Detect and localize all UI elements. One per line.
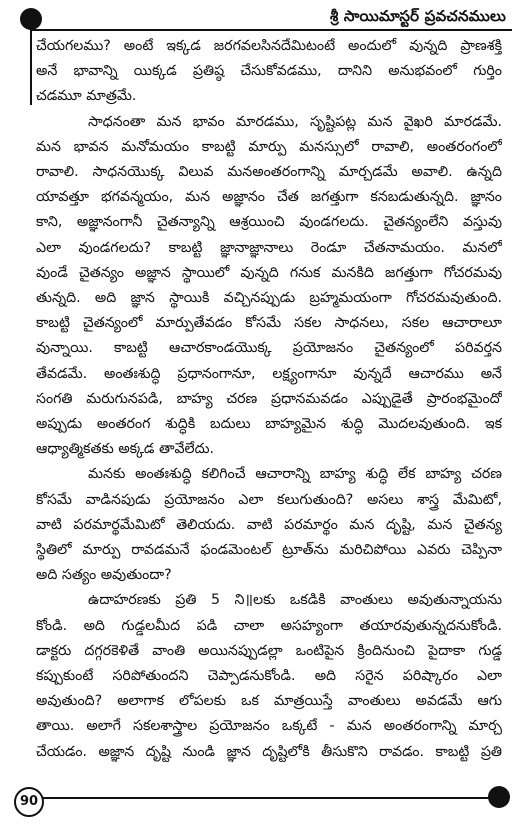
footer-bullet-ornament [488, 786, 510, 808]
text-line: వుండే చైతన్యం అజ్ఞాన స్థాయిలో వున్నది గనుక మనకిది జగత్తుగా గోచరమవు [36, 264, 502, 281]
text-line: తున్నది. అది జ్ఞాన స్థాయికి వచ్చినప్పుడు బ్రహ్మమయంగా గోచరమవుతుంది. [36, 290, 502, 307]
text-line: అవుతుంది? అలాగాక లోపలకు ఒక మాత్రయిస్తే వాంతులు అవడమే ఆగు [36, 693, 502, 710]
margin-rule [30, 29, 32, 105]
text-line: స్థితిలో మార్పు రావడమనే ఫండమెంటల్ ట్రూత్‌ను మరిచిపోయి ఎవరు చెప్పినా [36, 542, 502, 559]
header-bullet-ornament [20, 8, 42, 30]
text-line: కోండి. అది గుడ్డలమీద పడి చాలా అసహ్యంగా తయారవుతున్నదనుకోండి. [36, 617, 502, 634]
text-line: కాని, అజ్ఞానంగానీ చైతన్యాన్ని ఆశ్రయించి వుండగలదు. చైతన్యంలేని వస్తువు [36, 214, 502, 231]
page-number-badge: 90 [14, 787, 44, 817]
footer-rule [38, 797, 496, 799]
running-header-title: శ్రీ సాయిమాస్టర్ ప్రవచనములు [329, 7, 506, 25]
text-line: అనే భావాన్ని యిక్కడ ప్రతిష్ఠ చేసుకోవడము, దానిని అనుభవంలో గుర్తిం [36, 63, 502, 80]
text-line: కాబట్టి చైతన్యంలో మార్పుతేవడం కోసమే సకల సాధనలు, సకల ఆచారాలూ [36, 315, 502, 332]
text-line: అప్పుడు అంతరంగ శుద్ధికి బదులు బాహ్యమైన శుద్ధి మొదలవుతుంది. ఇక [36, 416, 502, 433]
text-line: డాక్టరు దగ్గరకెళితే వాంతి అయినప్పుడల్లా ఒంటిపైన క్రిందినుంచి పైదాకా గుడ్డ [36, 642, 502, 659]
text-line: వాటి పరమార్థమేమిటో తెలియదు. వాటి పరమార్థం మన దృష్టి, మన చైతన్య [36, 516, 502, 533]
body-text [36, 34, 502, 765]
text-line: రావాలి. సాధనయొక్క విలువ మనఅంతరంగాన్ని మార్చడమే అవాలి. ఉన్నది [36, 164, 502, 181]
text-line: అది సత్యం అవుతుందా? [36, 567, 172, 584]
text-line: వున్నాయి. కాబట్టి ఆచారకాండయొక్క ప్రయోజనం చైతన్యంలో పరివర్తన [36, 340, 502, 357]
text-line: ఉదాహరణకు ప్రతి 5 ని॥లకు ఒకడికి వాంతులు అవుతున్నాయను [88, 592, 502, 609]
text-line: మనకు అంతఃశుద్ధి కలిగించే ఆచారాన్ని బాహ్య శుద్ధి లేక బాహ్య చరణ [88, 466, 502, 483]
text-line: కప్పుకుంటే సరిపోతుందని చెప్పాడనుకోండి. అది సరైన పరిష్కారం ఎలా [36, 668, 502, 685]
text-line: ఎలా వుండగలదు? కాబట్టి జ్ఞానాజ్ఞానాలు రెండూ చేతనామయం. మనలో [36, 239, 502, 256]
header-rule [30, 29, 512, 31]
text-line: చేయడం. అజ్ఞాన దృష్టి నుండి జ్ఞాన దృష్టిలోకి తీసుకొని రావడం. కాబట్టి ప్రతి [36, 743, 502, 760]
text-line: తాయి. అలాగే సకలశాస్త్రాల ప్రయోజనం ఒక్కటే - మన అంతరంగాన్ని మార్చ [36, 718, 502, 735]
text-line: ఆధ్యాత్మికతకు అక్కడ తావేలేదు. [36, 441, 215, 458]
text-line: యావత్తూ భగవన్మయం, మన అజ్ఞానం చేత జగత్తుగా కనబడుతున్నది. జ్ఞానం [36, 189, 502, 206]
text-line: సాధనంతా మన భావం మారడము, సృష్టిపట్ల మన వైఖరి మారడమే. [88, 113, 502, 130]
text-line: తేవడమే. అంతఃశుద్ధి ప్రధానంగానూ, లక్ష్యంగానూ వున్నదే ఆచారము అనే [36, 365, 502, 382]
text-line: కోసమే వాడినపుడు ప్రయోజనం ఎలా కలుగుతుంది? అసలు శాస్త్ర మేమిటో, [36, 491, 502, 508]
text-line: సంగతి మరుగునపడి, బాహ్య చరణ ప్రధానమవడం ఎప్పుడైతే ప్రారంభమైందో [36, 390, 502, 407]
text-line: చడమూ మాత్రమే. [36, 88, 137, 105]
text-line: చేయగలము? అంటే ఇక్కడ జరగవలసినదేమిటంటే అందులో వున్నది ప్రాణశక్తి [36, 38, 502, 54]
text-line: మన భావన మనోమయం కాబట్టి మార్పు మనస్సులో రావాలి, అంతరంగంలో [36, 138, 502, 155]
